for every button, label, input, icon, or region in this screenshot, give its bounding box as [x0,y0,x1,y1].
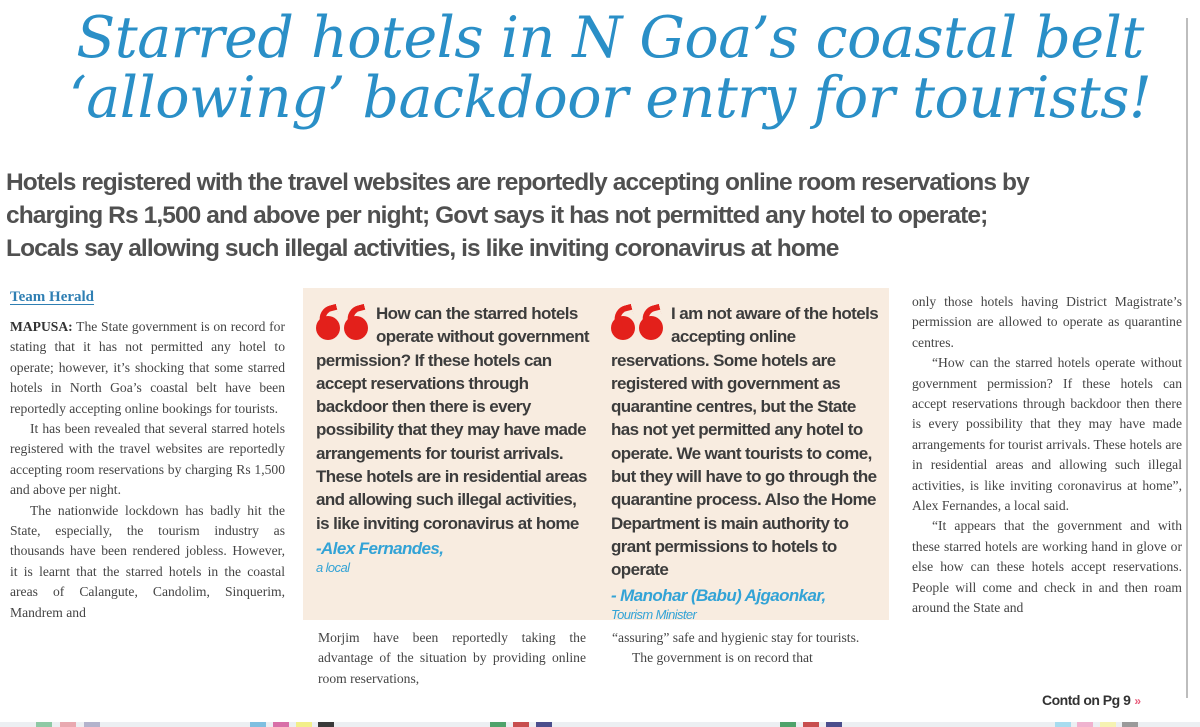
pull-quote-minister [611,302,883,623]
headline-line-2: ‘allowing’ backdoor entry for tourists! [68,65,1152,131]
color-swatch [250,722,266,727]
quote-attribution: - Manohar (Babu) Ajgaonkar, [611,585,826,605]
color-swatch [36,722,52,727]
paragraph: “How can the starred hotels operate without government permission? If these hotels can accept reservations through backdoor then there is every possibility that they may have made arrangements for tourist arrivals. These hotels are in residential areas and allowing such illegal activities, is like inviting coronavirus at home”, Alex Fernandes, a local said. [912,355,1182,514]
color-swatch [84,722,100,727]
deck-line-2: charging Rs 1,500 and above per night; Govt says it has not permitted any hotel to operate; [6,202,988,229]
double-chevron-right-icon: » [1134,694,1141,708]
color-swatch [1055,722,1071,727]
deck-line-3: Locals say allowing such illegal activities, is like inviting coronavirus at home [6,235,839,262]
color-swatch [273,722,289,727]
quote-attribution: -Alex Fernandes, [316,538,444,558]
print-registration-strip [0,722,1200,727]
headline [30,5,1190,131]
paragraph: only those hotels having District Magistrate’s permission are allowed to operate as quarantine centres. [912,294,1182,350]
quote-mark-icon [611,308,667,344]
article-column-2 [318,628,586,689]
color-swatch [536,722,552,727]
continued-on-page[interactable] [1042,692,1141,708]
quote-role: Tourism Minister [611,606,697,622]
color-swatch [513,722,529,727]
paragraph: “assuring” safe and hygienic stay for tourists. [612,630,860,645]
paragraph: The nationwide lockdown has badly hit the State, especially, the tourism industry as thousands have been rendered jobless. However, it is learnt that the starred hotels in the coastal areas of Calangute, Candolim, Sinquerim, Mandrem and [10,502,285,620]
article-column-3 [612,628,884,669]
quote-mark-icon [316,308,372,344]
paragraph: Morjim have been reportedly taking the advantage of the situation by providing online room reservations, [318,630,586,686]
color-swatch [1100,722,1116,727]
pull-quote-local [316,302,591,576]
color-swatch [318,722,334,727]
color-swatch [1122,722,1138,727]
article-column-1 [10,317,285,623]
byline: Team Herald [10,289,95,305]
color-swatch [490,722,506,727]
quote-role: a local [316,559,350,575]
color-swatch [780,722,796,727]
dateline: MAPUSA: [10,319,73,334]
subheadline-deck [6,166,1186,265]
deck-line-1: Hotels registered with the travel websites are reportedly accepting online room reservations by [6,169,1029,196]
continued-label: Contd on Pg 9 [1042,692,1131,708]
color-swatch [296,722,312,727]
paragraph: It has been revealed that several starred hotels registered with the travel websites are reportedly accepting room reservations by charging Rs 1,500 and above per night. [10,421,285,498]
headline-line-1: Starred hotels in N Goa’s coastal belt [76,5,1144,71]
paragraph: “It appears that the government and with these starred hotels are working hand in glove or else how can these hotels accept reservations. People will come and check in and then roam around the State and [912,518,1182,616]
color-swatch [803,722,819,727]
paragraph: MAPUSA: The State government is on record for stating that it has not permitted any hotel to operate; however, it’s shocking that some starred hotels in North Goa’s coastal belt have been reportedly accepting online bookings for tourists. [10,319,285,416]
color-swatch [60,722,76,727]
quote-text: How can the starred hotels operate without government permission? If these hotels can accept reservations through backdoor then there is every possibility that they may have made arrangements for tourist arrivals. These hotels are in residential areas and allowing such illegal activities, is like inviting coronavirus at home [316,304,589,533]
paragraph: The government is on record that [632,650,813,666]
article-column-4 [912,292,1182,619]
quote-text: I am not aware of the hotels accepting online reservations. Some hotels are registered with government as quarantine centres, but the State has not yet permitted any hotel to operate. We want tourists to come, but they will have to go through the quarantine process. Also the Home Department is main authority to grant permissions to hotels to operate [611,304,879,580]
color-swatch [826,722,842,727]
color-swatch [1077,722,1093,727]
